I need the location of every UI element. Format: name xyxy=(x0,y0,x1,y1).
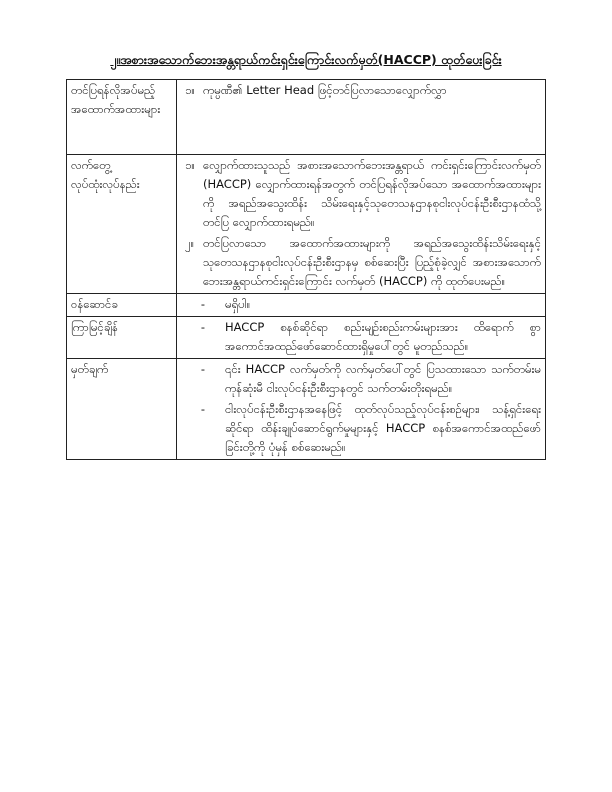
row-content xyxy=(177,155,546,294)
item-bullet: - xyxy=(200,320,206,334)
list-item xyxy=(181,295,541,314)
table-row-remarks xyxy=(67,359,546,460)
document-title: ၂။အစားအသောက်ဘေးအန္တရာယ်ကင်းရှင်းကြောင်းလက်မှတ်(HACCP) ထုတ်ပေးခြင်း xyxy=(110,52,502,67)
table-row-service-fee xyxy=(67,294,546,317)
list-item xyxy=(181,360,541,398)
item-number: ၁။ xyxy=(185,158,195,172)
list-item xyxy=(181,318,541,356)
item-text: ကုမ္ပဏီ၏ Letter Head ဖြင့်တင်ပြလာသောလျှောက်လွှာ xyxy=(203,83,447,97)
procedure-table xyxy=(66,79,546,460)
row-content xyxy=(177,294,546,317)
row-content xyxy=(177,359,546,460)
list-item xyxy=(181,234,541,291)
item-number: ၁။ xyxy=(185,83,195,97)
table-row-required-documents xyxy=(67,80,546,155)
row-content xyxy=(177,80,546,155)
row-label: ကြာမြင့်ချိန် xyxy=(67,317,177,359)
item-text: မရှိပါ။ xyxy=(225,297,251,311)
table-row-procedure xyxy=(67,155,546,294)
item-bullet: - xyxy=(200,297,206,311)
item-text: HACCP စနစ်ဆိုင်ရာ စည်းမျဉ်းစည်းကမ်းများအား ထိရောက် စွာ အကောင်အထည်ဖော်ဆောင်ထားရှိမှုပေါ်တွင် မူတည်သည်။ xyxy=(225,320,541,353)
item-text: လျှောက်ထားသူသည် အစားအသောက်ဘေးအန္တရာယ် ကင်းရှင်းကြောင်းလက်မှတ် (HACCP) လျှောက်ထားရန်အတွက် တင်ပြရန်လိုအပ်သော အထောက်အထားများကို အရည်အသွေးထိန်း သိမ်းရေးနှင့်သုတေသနဌာနစုငါးလုပ်ငန်းဦးစီးဌာနထံသို့တင်ပြ လျှောက်ထားရမည်။ xyxy=(203,158,541,229)
list-item xyxy=(181,81,541,100)
item-bullet: - xyxy=(200,362,206,376)
item-text: ၎င်း HACCP လက်မှတ်ကို လက်မှတ်ပေါ်တွင် ပြသထားသော သက်တမ်းမကုန်ဆုံးမီ ငါးလုပ်ငန်းဦးစီးဌာနတွင် သက်တမ်းတိုးရမည်။ xyxy=(225,362,541,395)
item-number: ၂။ xyxy=(185,236,195,250)
row-content xyxy=(177,317,546,359)
row-label: လက်တွေ့လုပ်ထုံးလုပ်နည်း xyxy=(67,155,177,294)
table-row-duration xyxy=(67,317,546,359)
row-label: မှတ်ချက် xyxy=(67,359,177,460)
row-label: ဝန်ဆောင်ခ xyxy=(67,294,177,317)
item-text: တင်ပြလာသော အထောက်အထားများကို အရည်အသွေးထိန်းသိမ်းရေးနှင့်သုတေသနဌာနစုငါးလုပ်ငန်းဦးစီးဌာနမှ စစ်ဆေးပြီး ပြည့်စုံခဲ့လျှင် အစားအသောက်ဘေးအန္တရာယ်ကင်းရှင်းကြောင်း လက်မှတ် (HACCP) ကို ထုတ်ပေးမည်။ xyxy=(203,236,541,288)
list-item xyxy=(181,400,541,457)
row-label: တင်ပြရန်လိုအပ်မည့်အထောက်အထားများ xyxy=(67,80,177,155)
item-text: ငါးလုပ်ငန်းဦးစီးဌာနအနေဖြင့် ထုတ်လုပ်သည့်လုပ်ငန်းစဉ်များ၊ သန့်ရှင်းရေးဆိုင်ရာ ထိန်းချုပ်ဆောင်ရွက်မှုများနှင့် HACCP စနစ်အကောင်အထည်ဖော်ခြင်းတို့ကို ပုံမှန် စစ်ဆေးမည်။ xyxy=(225,402,541,454)
list-item xyxy=(181,156,541,232)
item-bullet: - xyxy=(200,402,206,416)
